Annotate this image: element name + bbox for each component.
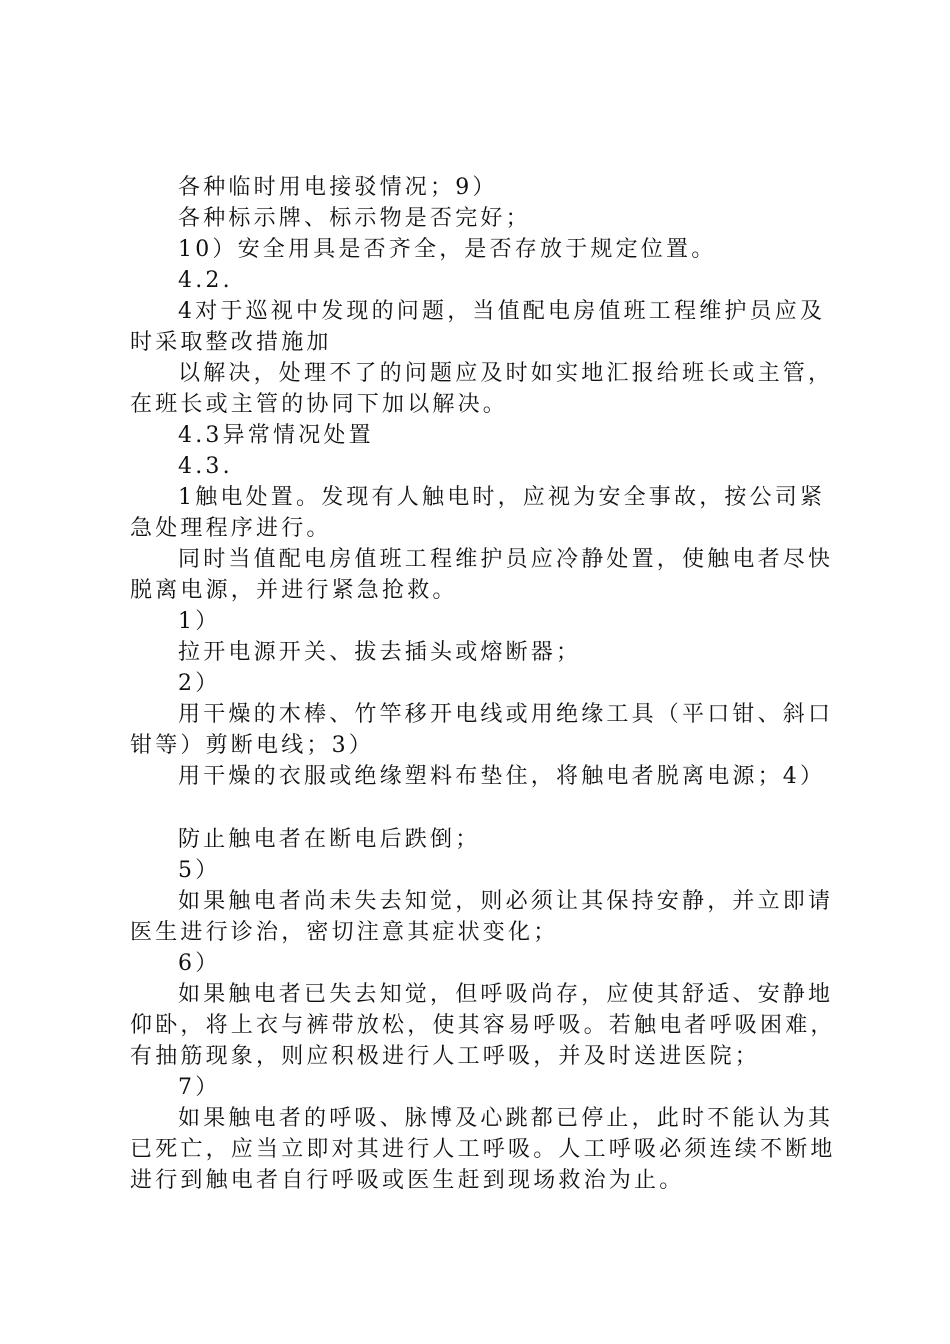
paragraph-16: 防止触电者在断电后跌倒； xyxy=(178,827,481,852)
paragraph-5: 4对于巡视中发现的问题，当值配电房值班工程维护员应及时采取整改措施加 xyxy=(130,299,826,355)
paragraph-9: 1触电处置。发现有人触电时，应视为安全事故，按公司紧急处理程序进行。 xyxy=(130,485,826,541)
paragraph-18: 如果触电者尚未失去知觉，则必须让其保持安静，并立即请医生进行诊治，密切注意其症状变化； xyxy=(130,889,834,945)
paragraph-4: 4.2. xyxy=(178,268,233,293)
paragraph-3: 10）安全用具是否齐全，是否存放于规定位置。 xyxy=(178,237,717,262)
document-body xyxy=(130,172,840,1196)
paragraph-10: 同时当值配电房值班工程维护员应冷静处置，使触电者尽快脱离电源，并进行紧急抢救。 xyxy=(130,547,834,603)
paragraph-14: 用干燥的木棒、竹竿移开电线或用绝缘工具（平口钳、斜口钳等）剪断电线；3） xyxy=(130,702,834,758)
paragraph-21: 7） xyxy=(178,1075,221,1100)
paragraph-17: 5） xyxy=(178,858,221,883)
paragraph-19: 6） xyxy=(178,951,221,976)
paragraph-22: 如果触电者的呼吸、脉博及心跳都已停止，此时不能认为其已死亡，应当立即对其进行人工呼吸。人工呼吸必须连续不断地进行到触电者自行呼吸或医生赶到现场救治为止。 xyxy=(130,1106,836,1193)
paragraph-20: 如果触电者已失去知觉，但呼吸尚存，应使其舒适、安静地仰卧，将上衣与裤带放松，使其容易呼吸。若触电者呼吸困难，有抽筋现象，则应积极进行人工呼吸，并及时送进医院； xyxy=(130,982,836,1069)
paragraph-1: 各种临时用电接驳情况；9） xyxy=(178,175,498,200)
paragraph-8: 4.3. xyxy=(178,454,233,479)
paragraph-13: 2） xyxy=(178,671,221,696)
paragraph-12: 拉开电源开关、拔去插头或熔断器； xyxy=(178,640,582,665)
paragraph-15: 用干燥的衣服或绝缘塑料布垫住，将触电者脱离电源；4） xyxy=(178,764,826,789)
paragraph-7: 4.3异常情况处置 xyxy=(178,423,374,448)
paragraph-2: 各种标示牌、标示物是否完好； xyxy=(178,206,531,231)
paragraph-6: 以解决，处理不了的问题应及时如实地汇报给班长或主管，在班长或主管的协同下加以解决。 xyxy=(130,361,834,417)
paragraph-11: 1） xyxy=(178,609,221,634)
